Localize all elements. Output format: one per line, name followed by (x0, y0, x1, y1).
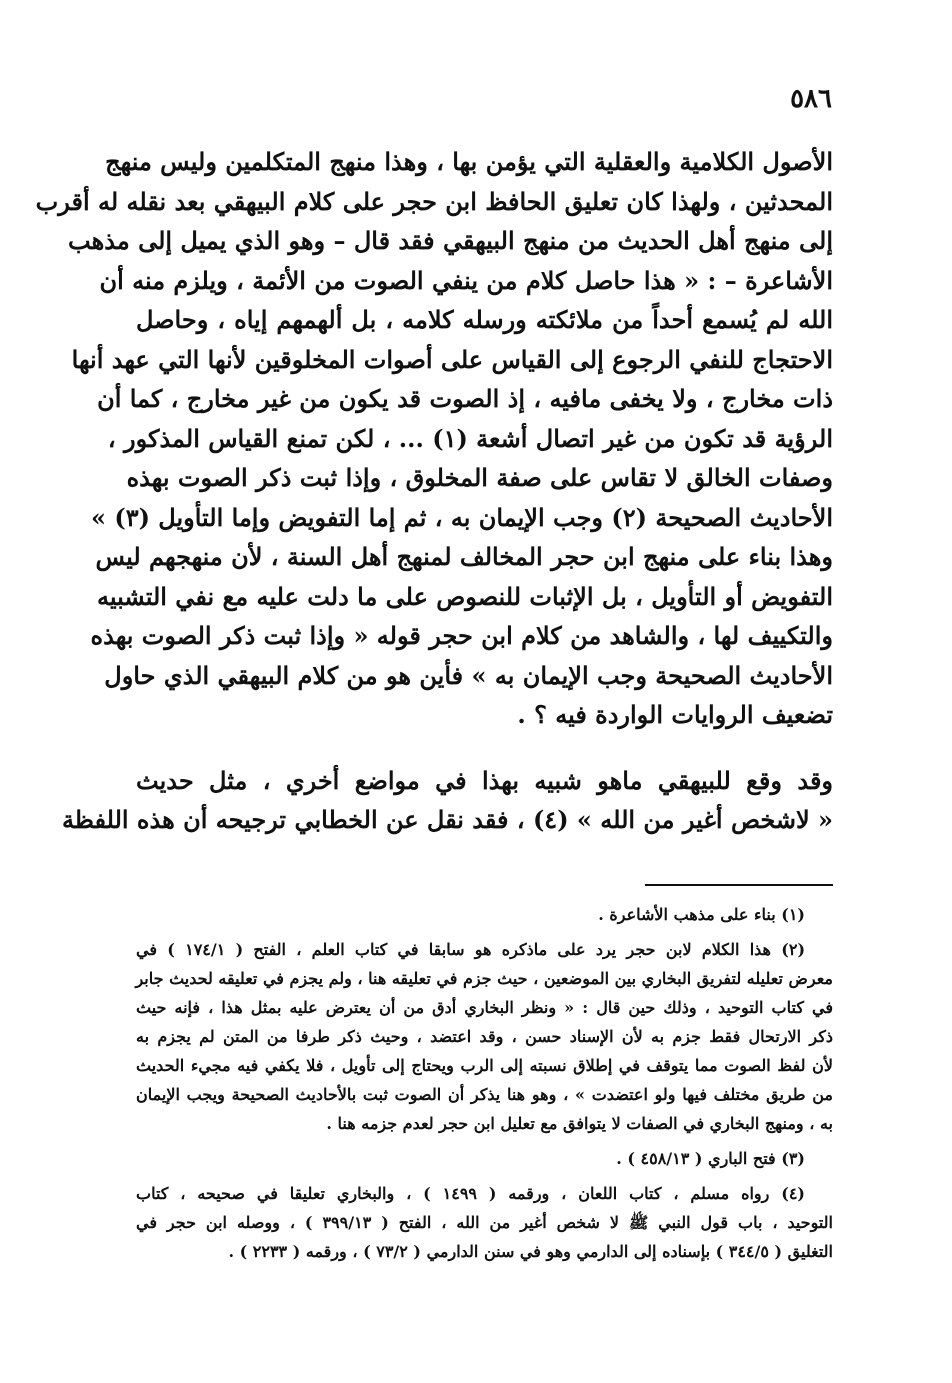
text-line: وصفات الخالق لا تقاس على صفة المخلوق ، وإذا ثبت ذكر الصوت بهذه (126, 463, 833, 492)
footnote-3 (136, 1144, 833, 1173)
footnote-2 (136, 935, 833, 1138)
footnote-line: من طريق مختلف فيها ولو اعتضدت » ، وهو هنا يذكر أن الصوت ثبت بالأحاديث الصحيحة ويجب الإيمان (136, 1085, 833, 1104)
footnote-line: معرض تعليله لتفريق البخاري بين الموضعين ، حيث جزم في تعليقه هنا ، ولم يجزم في تعليقه لحديث جابر (135, 969, 833, 988)
main-text (35, 142, 833, 840)
text-line: الأحاديث الصحيحة وجب الإيمان به » فأين هو من كلام البيهقي الذي حاول (104, 660, 833, 690)
text-line: التفويض أو التأويل ، بل الإثبات للنصوص على ما دلت عليه مع نفي التشبيه (96, 581, 833, 611)
footnote-line: (٣) فتح الباري ( ٤٥٨/١٣ ) . (616, 1149, 805, 1168)
footnote-divider (645, 884, 833, 886)
text-line: الأحاديث الصحيحة (٢) وجب الإيمان به ، ثم إما التفويض وإما التأويل (٣) » (90, 502, 833, 532)
text-line: الرؤية قد تكون من غير اتصال أشعة (١) ... ، لكن تمنع القياس المذكور ، (107, 423, 833, 453)
footnotes (136, 900, 833, 1266)
paragraph-1 (35, 142, 833, 735)
footnote-1 (136, 900, 833, 929)
text-line: الأشاعرة – : « هذا حاصل كلام من ينفي الصوت من الأئمة ، ويلزم منه أن (99, 265, 833, 295)
text-line: الاحتجاج للنفي الرجوع إلى القياس على أصوات المخلوقين لأنها التي عهد أنها (71, 344, 833, 374)
footnote-line: التوحيد ، باب قول النبي ﷺ لا شخص أغير من الله ، الفتح ( ٣٩٩/١٣ ) ، ووصله ابن حجر في (136, 1213, 833, 1232)
text-line: ذات مخارج ، ولا يخفى مافيه ، إذ الصوت قد يكون من غير مخارج ، كما أن (97, 384, 833, 413)
text-line: المحدثين ، ولهذا كان تعليق الحافظ ابن حجر على كلام البيهقي بعد نقله له أقرب (35, 186, 833, 216)
footnote-line: (١) بناء على مذهب الأشاعرة . (598, 905, 805, 924)
text-line: والتكييف لها ، والشاهد من كلام ابن حجر قوله « وإذا ثبت ذكر الصوت بهذه (90, 621, 833, 650)
text-line: إلى منهج أهل الحديث من منهج البيهقي فقد قال – وهو الذي يميل إلى مذهب (68, 226, 833, 255)
footnote-line: التغليق ( ٣٤٤/٥ ) بإسناده إلى الدارمي وهو في سنن الدارمي ( ٧٣/٢ ) ، ورقمه ( ٢٢٣٣ ) . (228, 1242, 833, 1261)
text-line: تضعيف الروايات الواردة فيه ؟ . (517, 700, 833, 729)
text-line: الأصول الكلامية والعقلية التي يؤمن بها ، وهذا منهج المتكلمين وليس منهج (105, 147, 833, 176)
footnote-line: به ، ومنهج البخاري في الصفات لا يتوافق مع تعليل ابن حجر لعدم جزمه هنا . (326, 1114, 833, 1133)
footnote-line: ذكر الارتحال فقط جزم به لأن الإسناد حسن ، وقد اعتضد ، وحيث ذكر طرفا من المتن لم يجزم به (136, 1027, 833, 1046)
page-number: ٥٨٦ (790, 84, 832, 114)
footnote-4 (136, 1179, 833, 1266)
footnote-line: لأن لفظ الصوت مما يتوقف في إطلاق نسبته إلى الرب ويحتاج إلى تأويل ، فلا يكفي فيه مجيء الحديث (136, 1056, 833, 1075)
footnote-line: في كتاب التوحيد ، وذلك حين قال : « ونظر البخاري أدق من أن يعترض عليه بمثل هذا ، فإنه حيث (136, 998, 833, 1017)
paragraph-2 (61, 761, 833, 840)
footnote-line: (٤) رواه مسلم ، كتاب اللعان ، ورقمه ( ١٤٩٩ ) ، والبخاري تعليقا في صحيحه ، كتاب (136, 1184, 805, 1203)
text-line: الله لم يُسمع أحداً من ملائكته ورسله كلامه ، بل ألهمهم إياه ، وحاصل (136, 305, 833, 334)
text-line: وهذا بناء على منهج ابن حجر المخالف لمنهج أهل السنة ، لأن منهجهم ليس (95, 542, 833, 571)
text-line: وقد وقع للبيهقي ماهو شبيه بهذا في مواضع أخري ، مثل حديث (136, 765, 833, 795)
text-line: « لاشخص أغير من الله » (٤) ، فقد نقل عن الخطابي ترجيحه أن هذه اللفظة (61, 805, 833, 834)
footnote-line: (٢) هذا الكلام لابن حجر يرد على ماذكره هو سابقا في كتاب العلم ، الفتح ( ١٧٤/١ ) في (136, 940, 806, 959)
